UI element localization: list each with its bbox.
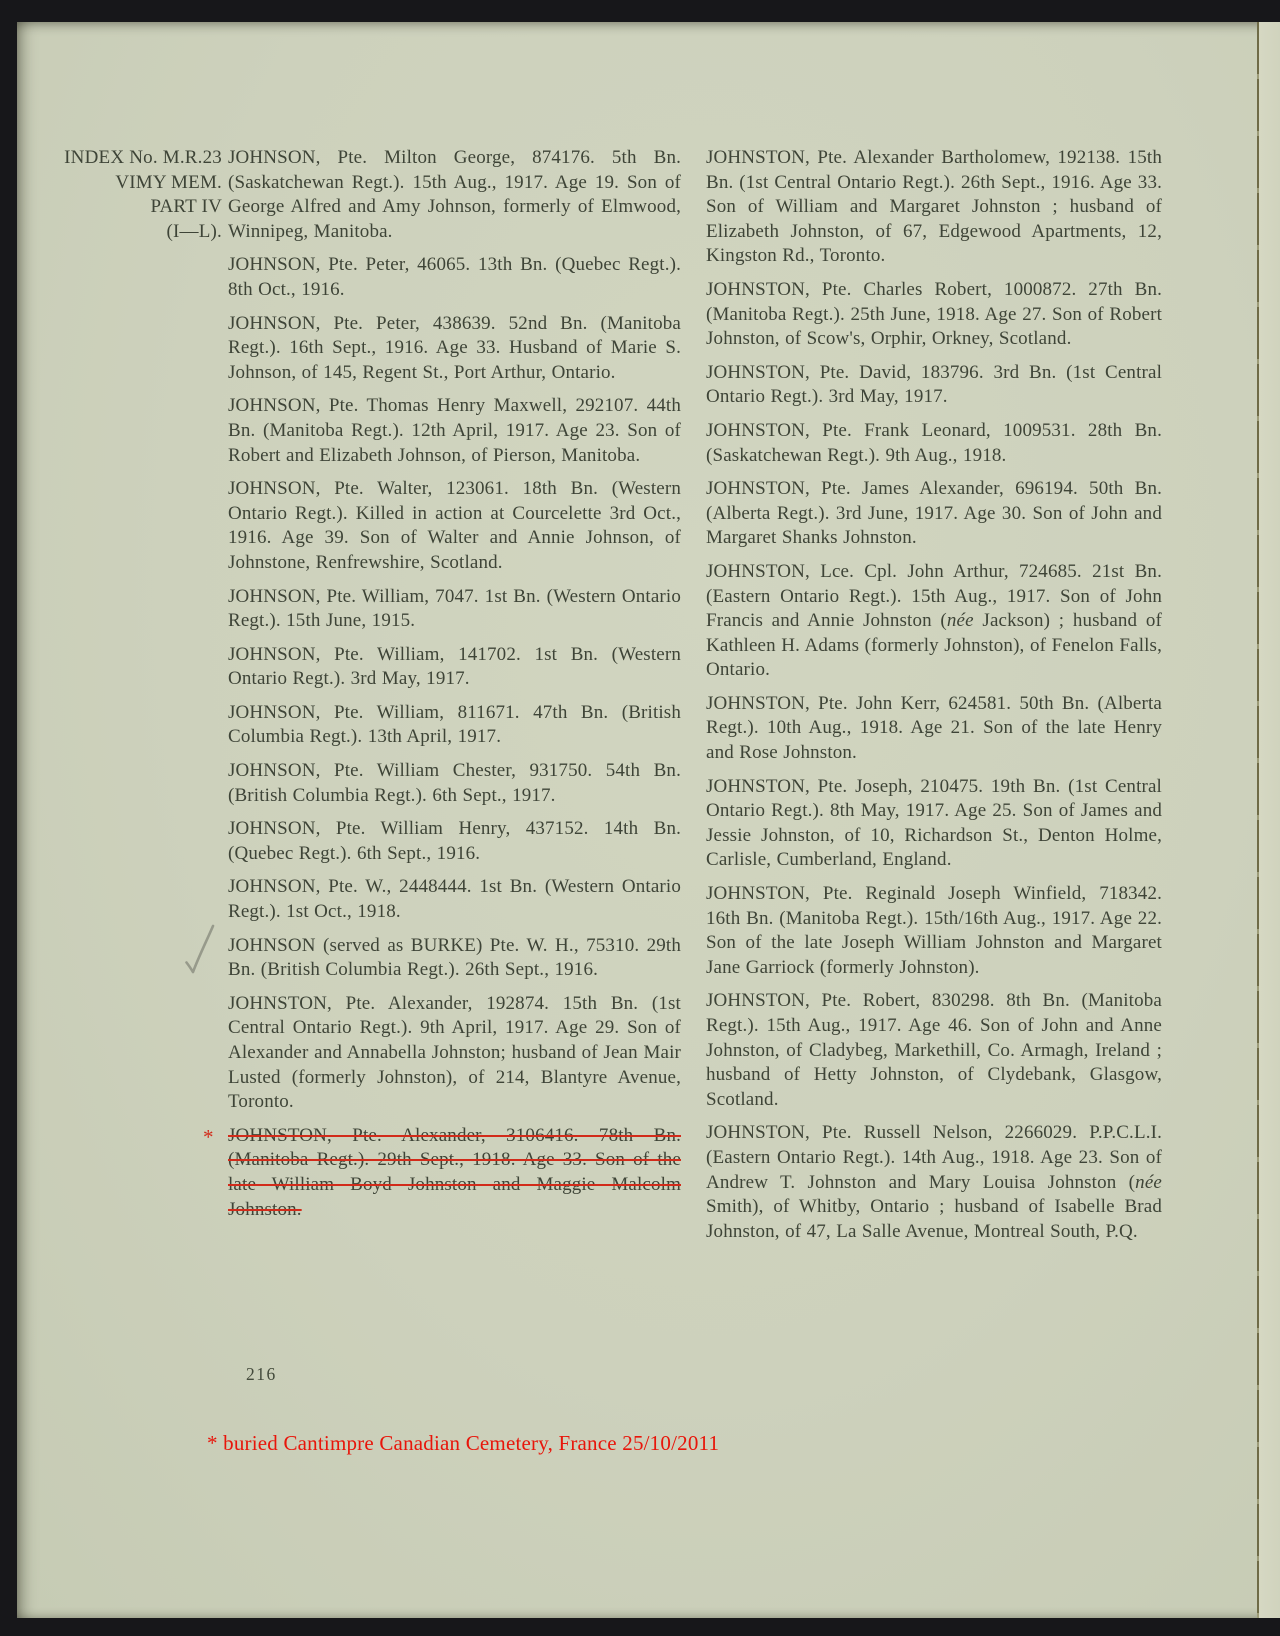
entry-text: JOHNSON, Pte. William Chester, 931750. 54th Bn. (British Columbia Regt.). 6th Sept., 1917. bbox=[228, 760, 681, 806]
register-entry bbox=[706, 477, 1162, 551]
entry-text: JOHNSON, Pte. Milton George, 874176. 5th Bn. (Saskatchewan Regt.). 15th Aug., 1917. Age 19. Son of George Alfred and Amy Johnson, formerly of Elmwood, Winnipeg, Manitoba. bbox=[228, 147, 681, 242]
page-number: 216 bbox=[246, 1364, 277, 1384]
register-entry bbox=[228, 759, 681, 808]
right-column bbox=[706, 146, 1162, 1253]
register-entry bbox=[228, 992, 681, 1115]
entry-text: JOHNSTON, Pte. Charles Robert, 1000872. 27th Bn. (Manitoba Regt.). 25th June, 1918. Age 27. Son of Robert Johnston, of Scow's, Orphir, Orkney, Scotland. bbox=[706, 278, 1162, 350]
index-header-line: PART IV bbox=[150, 196, 222, 218]
entry-text: JOHNSTON, Pte. Alexander, 3106416. 78th Bn. (Manitoba Regt.). 29th Sept., 1918. Age 33. Son of the late William Boyd Johnston and Maggie Malcolm Johnston. bbox=[228, 1124, 681, 1220]
entry-text: JOHNSTON, Pte. Alexander, 192874. 15th Bn. (1st Central Ontario Regt.). 9th April, 1917. Age 29. Son of Alexander and Annabella Johnston; husband of Jean Mair Lusted (formerly Johnston), of 214, Blantyre Avenue, Toronto. bbox=[228, 992, 681, 1113]
register-entry bbox=[228, 585, 681, 634]
entry-text: JOHNSTON, Pte. David, 183796. 3rd Bn. (1st Central Ontario Regt.). 3rd May, 1917. bbox=[706, 361, 1162, 408]
register-entry bbox=[706, 361, 1162, 410]
register-entry bbox=[706, 1121, 1162, 1244]
register-entry bbox=[228, 817, 681, 866]
register-entry bbox=[706, 989, 1162, 1112]
entry-text: JOHNSON, Pte. W., 2448444. 1st Bn. (Western Ontario Regt.). 1st Oct., 1918. bbox=[228, 876, 681, 923]
entry-text: JOHNSTON, Pte. Robert, 830298. 8th Bn. (Manitoba Regt.). 15th Aug., 1917. Age 46. Son of John and Anne Johnston, of Cladybeg, Markethill, Co. Armagh, Ireland ; husband of Hetty Johnston, of Clydebank, Glasgow, Scotland. bbox=[706, 990, 1162, 1110]
entry-text: JOHNSON (served as BURKE) Pte. W. H., 75310. 29th Bn. (British Columbia Regt.). 26th Sept., 1916. bbox=[228, 934, 681, 981]
register-entry bbox=[706, 419, 1162, 468]
register-entry bbox=[228, 934, 681, 983]
entry-text: JOHNSTON, Pte. Alexander Bartholomew, 192138. 15th Bn. (1st Central Ontario Regt.). 26th Sept., 1916. Age 33. Son of William and Margaret Johnston ; husband of Elizabeth Johnston, of 67, Edgewood Apartments, 12, Kingston Rd., Toronto. bbox=[706, 147, 1162, 267]
entry-text: JOHNSTON, Pte. John Kerr, 624581. 50th Bn. (Alberta Regt.). 10th Aug., 1918. Age 21. Son of the late Henry and Rose Johnston. bbox=[706, 692, 1162, 764]
entry-text: JOHNSON, Pte. William Henry, 437152. 14th Bn. (Quebec Regt.). 6th Sept., 1916. bbox=[228, 818, 681, 864]
entry-text: JOHNSTON, Pte. James Alexander, 696194. 50th Bn. (Alberta Regt.). 3rd June, 1917. Age 30. Son of John and Margaret Shanks Johnston. bbox=[706, 478, 1162, 549]
page-edge-line bbox=[1257, 22, 1259, 1618]
register-entry bbox=[706, 692, 1162, 766]
register-entry bbox=[228, 146, 681, 244]
entry-text: JOHNSTON, Pte. Reginald Joseph Winfield, 718342. 16th Bn. (Manitoba Regt.). 15th/16th Aug., 1917. Age 22. Son of the late Joseph William Johnston and Margaret Jane Garriock (formerly Johnston). bbox=[706, 883, 1162, 978]
register-entry bbox=[706, 882, 1162, 980]
entry-text: JOHNSTON, Pte. Joseph, 210475. 19th Bn. (1st Central Ontario Regt.). 8th May, 1917. Age 25. Son of James and Jessie Johnston, of 10, Richardson St., Denton Holme, Carlisle, Cumberland, England. bbox=[706, 775, 1162, 871]
pencil-checkmark-icon bbox=[183, 922, 217, 984]
entry-text: JOHNSON, Pte. Peter, 46065. 13th Bn. (Quebec Regt.). 8th Oct., 1916. bbox=[228, 254, 681, 300]
left-column bbox=[203, 146, 681, 1231]
register-entry bbox=[228, 477, 681, 575]
next-page-edge bbox=[1259, 22, 1280, 1618]
register-entry bbox=[203, 1124, 681, 1222]
entry-text: JOHNSON, Pte. William, 7047. 1st Bn. (Western Ontario Regt.). 15th June, 1915. bbox=[228, 585, 681, 632]
index-header-line: VIMY MEM. bbox=[115, 171, 222, 193]
entry-text: JOHNSON, Pte. Thomas Henry Maxwell, 292107. 44th Bn. (Manitoba Regt.). 12th April, 1917. Age 23. Son of Robert and Elizabeth Johnson, of Pierson, Manitoba. bbox=[228, 395, 681, 466]
register-entry bbox=[706, 278, 1162, 352]
index-header-line: INDEX No. M.R.23 bbox=[64, 147, 222, 168]
entry-text: JOHNSON, Pte. William, 141702. 1st Bn. (Western Ontario Regt.). 3rd May, 1917. bbox=[228, 643, 681, 690]
entry-text: JOHNSON, Pte. Walter, 123061. 18th Bn. (Western Ontario Regt.). Killed in action at Courcelette 3rd Oct., 1916. Age 39. Son of Walter and Annie Johnson, of Johnstone, Renfrewshire, Scotland. bbox=[228, 478, 681, 573]
register-entry bbox=[706, 775, 1162, 873]
entry-text: JOHNSTON, Lce. Cpl. John Arthur, 724685. 21st Bn. (Eastern Ontario Regt.). 15th Aug., 1917. Son of John Francis and Annie Johnston (née Jackson) ; husband of Kathleen H. Adams (formerly Johnston), of Fenelon Falls, Ontario. bbox=[706, 560, 1162, 681]
burial-annotation: * buried Cantimpre Canadian Cemetery, France 25/10/2011 bbox=[207, 1431, 720, 1455]
register-entry bbox=[228, 643, 681, 692]
register-entry bbox=[706, 560, 1162, 683]
register-entry bbox=[228, 253, 681, 302]
register-entry bbox=[228, 875, 681, 924]
index-header bbox=[26, 146, 222, 244]
register-entry bbox=[706, 146, 1162, 269]
red-asterisk-marker: * bbox=[203, 1124, 214, 1149]
index-header-line: (I—L). bbox=[166, 220, 222, 242]
register-entry bbox=[228, 312, 681, 386]
register-entry bbox=[228, 701, 681, 750]
entry-text: JOHNSON, Pte. Peter, 438639. 52nd Bn. (Manitoba Regt.). 16th Sept., 1916. Age 33. Husband of Marie S. Johnson, of 145, Regent St., Port Arthur, Ontario. bbox=[228, 312, 681, 383]
register-entry bbox=[228, 394, 681, 468]
entry-text: JOHNSTON, Pte. Russell Nelson, 2266029. P.P.C.L.I. (Eastern Ontario Regt.). 14th Aug., 1918. Age 23. Son of Andrew T. Johnston and Mary Louisa Johnston (née Smith), of Whitby, Ontario ; husband of Isabelle Brad Johnston, of 47, La Salle Avenue, Montreal South, P.Q. bbox=[706, 1122, 1162, 1242]
entry-text: JOHNSON, Pte. William, 811671. 47th Bn. (British Columbia Regt.). 13th April, 1917. bbox=[228, 701, 681, 748]
entry-text: JOHNSTON, Pte. Frank Leonard, 1009531. 28th Bn. (Saskatchewan Regt.). 9th Aug., 1918. bbox=[706, 419, 1162, 466]
